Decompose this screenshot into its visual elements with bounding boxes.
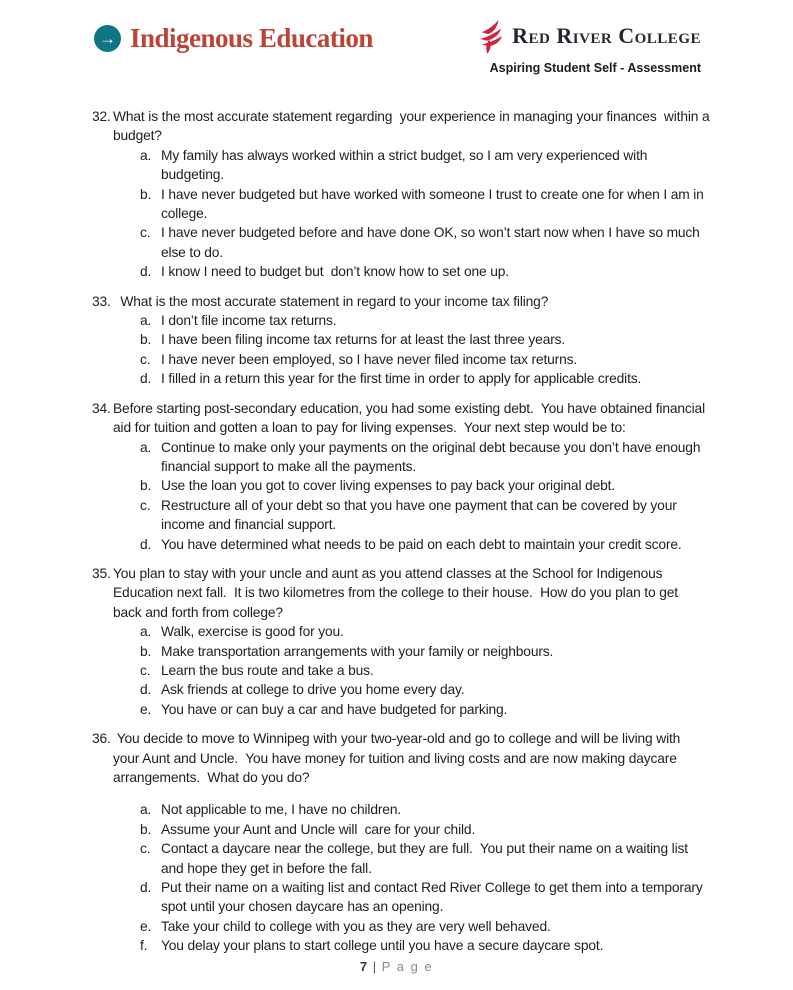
answer-option bbox=[140, 535, 710, 554]
option-letter: c. bbox=[140, 497, 151, 513]
option-text: My family has always worked within a strict budget, so I am very experienced with budgeting. bbox=[161, 147, 651, 183]
option-text: I filled in a return this year for the first time in order to apply for applicable credits. bbox=[161, 371, 642, 387]
answer-option bbox=[140, 800, 710, 819]
rrc-wordmark: Red River College bbox=[512, 22, 701, 48]
options-list bbox=[140, 622, 710, 719]
question-number: 32. bbox=[92, 109, 111, 124]
question-number: 35. bbox=[92, 565, 111, 581]
question-item bbox=[92, 729, 710, 955]
option-text: Restructure all of your debt so that you have one payment that can be covered by your income and financial support. bbox=[161, 497, 681, 533]
option-text: Learn the bus route and take a bus. bbox=[161, 662, 374, 678]
option-text: I have been filing income tax returns for at least the last three years. bbox=[161, 332, 566, 348]
indigenous-education-logo bbox=[94, 25, 373, 52]
options-list bbox=[140, 800, 710, 955]
answer-option bbox=[140, 146, 710, 185]
option-text: Contact a daycare near the college, but they are full. You put their name on a waiting list and hope they get in before the fall. bbox=[161, 841, 692, 876]
answer-option bbox=[140, 496, 710, 535]
answer-option bbox=[140, 642, 710, 661]
option-letter: d. bbox=[140, 880, 152, 896]
option-text: You have or can buy a car and have budgeted for parking. bbox=[161, 701, 508, 717]
option-letter: b. bbox=[140, 332, 152, 348]
page-number: 7 bbox=[359, 959, 368, 974]
question-stem-row bbox=[92, 292, 710, 311]
answer-option bbox=[140, 330, 710, 349]
question-stem: You decide to move to Winnipeg with your two-year-old and go to college and will be living with your Aunt and Uncle. You have money for tuition and living costs and are now making daycare arrangements. What do you do? bbox=[113, 731, 684, 785]
option-letter: e. bbox=[140, 701, 152, 717]
option-text: I have never budgeted before and have done OK, so won’t start now when I have so much else to do. bbox=[161, 225, 704, 260]
question-stem: You plan to stay with your uncle and aunt as you attend classes at the School for Indigenous Education next fall. It is two kilometres from the college to their house. How do you plan to get back and forth from college? bbox=[113, 565, 682, 620]
answer-option bbox=[140, 936, 710, 955]
answer-option bbox=[140, 878, 710, 917]
answer-option bbox=[140, 476, 710, 495]
arrow-right-circle-icon: → bbox=[94, 25, 121, 52]
footer-separator: | bbox=[372, 959, 377, 974]
option-text: I know I need to budget but don’t know how to set one up. bbox=[161, 264, 509, 280]
option-letter: f. bbox=[140, 938, 148, 954]
option-text: I don’t file income tax returns. bbox=[161, 313, 337, 329]
question-item bbox=[92, 107, 714, 282]
answer-option bbox=[140, 622, 710, 641]
options-list bbox=[140, 146, 710, 282]
answer-option bbox=[140, 700, 710, 719]
question-stem: What is the most accurate statement regarding your experience in managing your finances within a budget? bbox=[113, 109, 714, 144]
question-stem: Before starting post-secondary education, you had some existing debt. You have obtained financial aid for tuition and gotten a loan to pay for living expenses. Your next step would be to: bbox=[113, 400, 709, 436]
option-letter: b. bbox=[140, 478, 152, 494]
option-letter: a. bbox=[140, 147, 152, 163]
answer-option bbox=[140, 661, 710, 680]
question-number: 33. bbox=[92, 293, 111, 309]
option-letter: d. bbox=[140, 371, 152, 387]
red-river-college-logo bbox=[477, 18, 701, 75]
question-stem-row bbox=[92, 399, 710, 438]
option-text: Make transportation arrangements with your family or neighbours. bbox=[161, 643, 554, 659]
answer-option bbox=[140, 438, 710, 477]
option-text: I have never budgeted but have worked with someone I trust to create one for when I am in college. bbox=[161, 186, 708, 222]
answer-option bbox=[140, 369, 710, 388]
page-footer bbox=[0, 958, 793, 975]
answer-option bbox=[140, 839, 710, 878]
question-stem-row bbox=[92, 564, 710, 622]
option-text: Ask friends at college to drive you home every day. bbox=[161, 682, 465, 698]
option-letter: d. bbox=[140, 682, 152, 698]
answer-option bbox=[140, 223, 710, 262]
question-stem: What is the most accurate statement in regard to your income tax filing? bbox=[113, 293, 549, 309]
option-text: Take your child to college with you as they are very well behaved. bbox=[161, 918, 551, 934]
option-text: Assume your Aunt and Uncle will care for your child. bbox=[161, 821, 476, 837]
document-subtitle: Aspiring Student Self - Assessment bbox=[489, 61, 701, 75]
question-item bbox=[92, 292, 710, 389]
answer-option bbox=[140, 185, 710, 224]
question-number: 34. bbox=[92, 400, 111, 416]
rrc-logo-row bbox=[477, 18, 701, 54]
option-letter: c. bbox=[140, 225, 151, 241]
answer-option bbox=[140, 820, 710, 839]
indigenous-education-wordmark: Indigenous Education bbox=[130, 23, 373, 53]
answer-option bbox=[140, 680, 710, 699]
option-text: Put their name on a waiting list and contact Red River College to get them into a temporary spot until your chosen daycare has an opening. bbox=[161, 880, 707, 915]
option-text: Not applicable to me, I have no children. bbox=[161, 802, 402, 818]
option-text: Use the loan you got to cover living expenses to pay back your original debt. bbox=[161, 478, 615, 494]
footer-page-label: P a g e bbox=[381, 959, 434, 974]
option-letter: e. bbox=[140, 918, 152, 934]
page-header bbox=[94, 18, 701, 75]
option-letter: c. bbox=[140, 351, 151, 367]
option-letter: a. bbox=[140, 624, 152, 640]
option-letter: b. bbox=[140, 186, 152, 202]
option-letter: c. bbox=[140, 841, 151, 857]
options-list bbox=[140, 311, 710, 389]
option-letter: d. bbox=[140, 264, 152, 280]
rrc-crest-icon bbox=[477, 18, 507, 54]
option-letter: b. bbox=[140, 821, 152, 837]
option-letter: c. bbox=[140, 662, 151, 678]
option-text: You have determined what needs to be paid on each debt to maintain your credit score. bbox=[161, 536, 682, 552]
answer-option bbox=[140, 917, 710, 936]
option-text: I have never been employed, so I have never filed income tax returns. bbox=[161, 351, 578, 367]
questions-list bbox=[92, 107, 714, 966]
question-number: 36. bbox=[92, 731, 111, 747]
question-stem-row bbox=[92, 107, 714, 146]
option-text: Continue to make only your payments on the original debt because you don’t have enough financial support to make all the payments. bbox=[161, 439, 705, 474]
question-item bbox=[92, 564, 710, 719]
option-letter: a. bbox=[140, 802, 152, 818]
option-letter: a. bbox=[140, 313, 152, 329]
question-stem-row bbox=[92, 729, 710, 787]
option-text: Walk, exercise is good for you. bbox=[161, 624, 344, 640]
option-letter: d. bbox=[140, 536, 152, 552]
option-letter: a. bbox=[140, 439, 152, 455]
option-text: You delay your plans to start college until you have a secure daycare spot. bbox=[161, 938, 604, 954]
answer-option bbox=[140, 262, 710, 281]
question-item bbox=[92, 399, 710, 554]
options-list bbox=[140, 438, 710, 554]
answer-option bbox=[140, 350, 710, 369]
option-letter: b. bbox=[140, 643, 152, 659]
answer-option bbox=[140, 311, 710, 330]
